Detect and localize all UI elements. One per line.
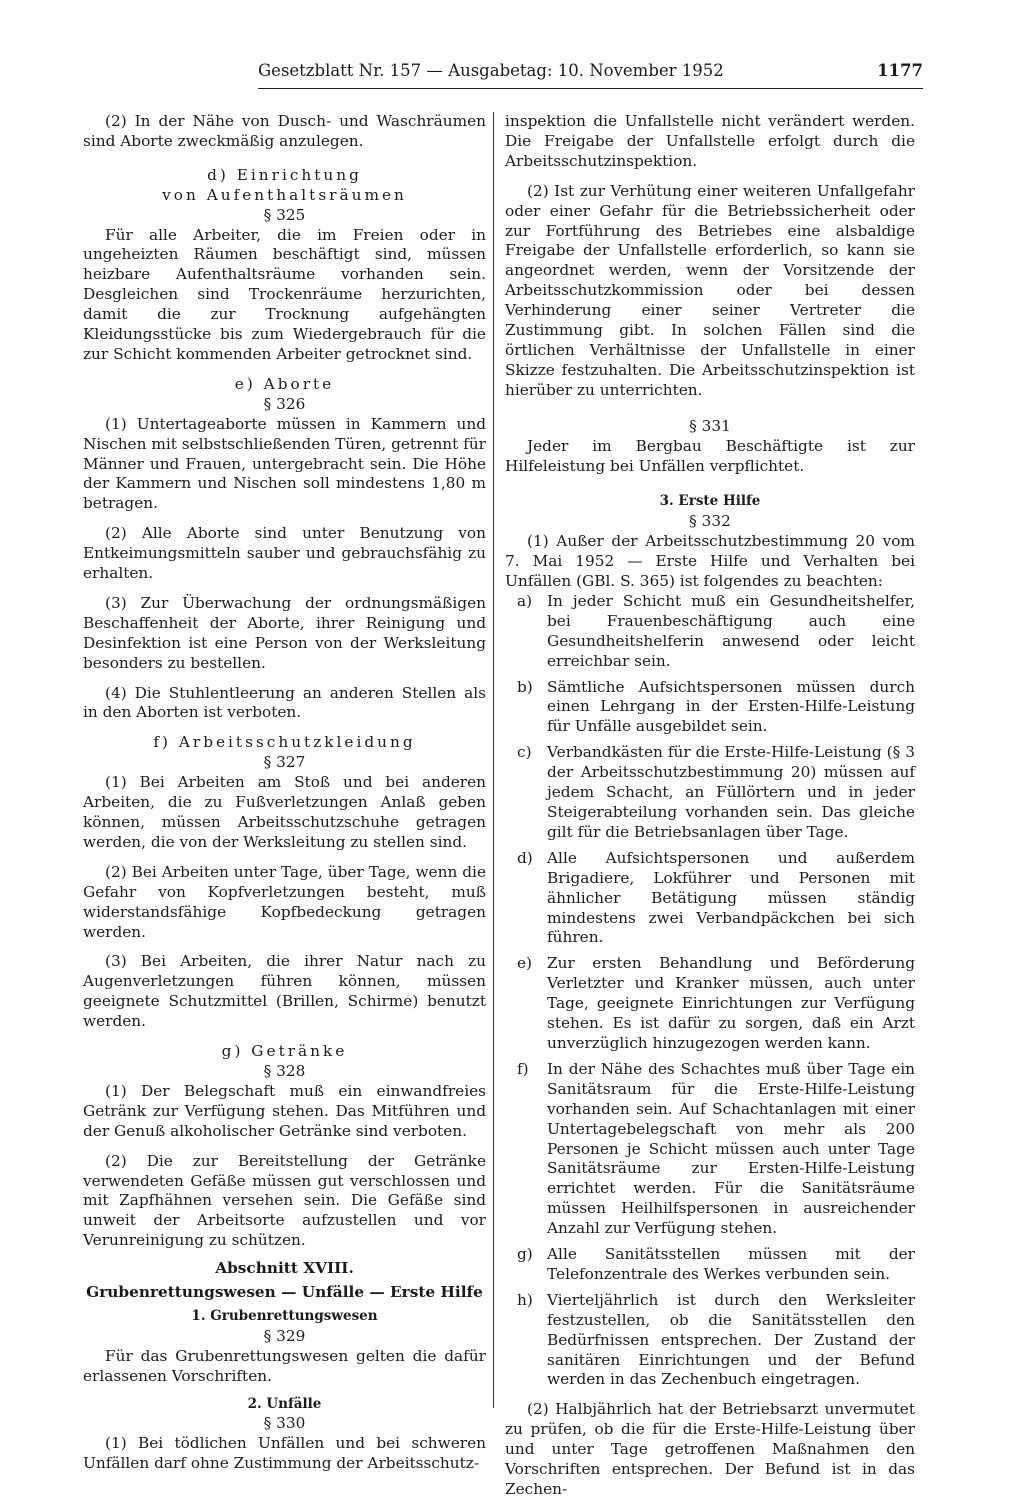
chapter-title: Grubenrettungswesen — Unfälle — Erste Hilfe: [86, 1283, 483, 1302]
subsection-heading: 3. Erste Hilfe: [659, 493, 761, 510]
list-item: [505, 743, 915, 843]
paragraph: Für alle Arbeiter, die im Freien oder in ungeheizten Räumen beschäftigt sind, müssen heizbare Aufenthaltsräume vorhanden sein. Desgleichen sind Trockenräume herzurichten, damit die zur Trocknung aufgehängten Kleidungsstücke bis zum Wiedergebrauch für die zur Schicht kommenden Arbeiter getrocknet sind.: [83, 225, 486, 363]
right-column: [505, 112, 915, 1500]
list-item: [505, 1060, 915, 1239]
paragraph: (1) Untertageaborte müssen in Kammern und Nischen mit selbstschließenden Türen, getrennt für Männer und Frauen, untergebracht sein. Die Höhe der Kammern und Nischen soll mindestens 1,80 m betragen.: [83, 414, 486, 513]
list-label: g): [517, 1245, 533, 1264]
list-label: h): [517, 1290, 533, 1309]
paragraph-number: § 332: [689, 512, 731, 531]
left-column: [83, 112, 486, 1474]
section-heading: g) Getränke: [221, 1042, 348, 1061]
list-text: In jeder Schicht muß ein Gesundheitshelfer, bei Frauenbeschäftigung auch eine Gesundheitshelferin anwesend oder leicht erreichbar sein.: [547, 591, 915, 670]
list-label: e): [517, 954, 533, 973]
paragraph: (3) Zur Überwachung der ordnungsmäßigen Beschaffenheit der Aborte, ihrer Reinigung und Desinfektion ist eine Person von der Werksleitung besonders zu bestellen.: [83, 593, 486, 672]
list-text: Sämtliche Aufsichtspersonen müssen durch einen Lehrgang in der Ersten-Hilfe-Leistung für Unfälle ausgebildet sein.: [547, 677, 915, 736]
paragraph: Jeder im Bergbau Beschäftigte ist zur Hilfeleistung bei Unfällen verpflichtet.: [505, 436, 915, 475]
paragraph: (1) Bei Arbeiten am Stoß und bei anderen Arbeiten, die zu Fußverletzungen Anlaß geben können, müssen Arbeitsschutzschuhe getragen werden, die von der Werksleitung zu stellen sind.: [83, 773, 486, 851]
paragraph-number: § 328: [263, 1061, 306, 1080]
paragraph-number: § 330: [263, 1414, 306, 1433]
list-item: [505, 592, 915, 672]
paragraph-number: § 326: [263, 394, 306, 413]
list-text: Alle Sanitätsstellen müssen mit der Telefonzentrale des Werkes verbunden sein.: [547, 1245, 915, 1283]
paragraph: (2) Alle Aborte sind unter Benutzung von Entkeimungsmitteln sauber und gebrauchsfähig zu erhalten.: [83, 524, 486, 583]
list-text: In der Nähe des Schachtes muß über Tage ein Sanitätsraum für die Erste-Hilfe-Leistung vorhanden sein. Auf Schachtanlagen mit einer Untertagebelegschaft von mehr als 200 Personen je Schicht müssen auch unter Tage Sanitätsräume zur Ersten-Hilfe-Leistung errichtet werden. Für die Sanitätsräume müssen Heilhilfspersonen in ausreichender Anzahl zur Verfügung stehen.: [547, 1059, 915, 1238]
paragraph: Für das Grubenrettungswesen gelten die dafür erlassenen Vorschriften.: [83, 1346, 486, 1385]
paragraph: (1) Außer der Arbeitsschutzbestimmung 20 vom 7. Mai 1952 — Erste Hilfe und Verhalten bei Unfällen (GBl. S. 365) ist folgendes zu beachten:: [505, 532, 915, 591]
column-divider: [493, 112, 494, 1408]
paragraph-number: § 327: [263, 753, 306, 772]
paragraph: (1) Der Belegschaft muß ein einwandfreies Getränk zur Verfügung stehen. Das Mitführen und der Genuß alkoholischer Getränke sind verboten.: [83, 1081, 486, 1140]
paragraph: (4) Die Stuhlentleerung an anderen Stellen als in den Aborten ist verboten.: [83, 683, 486, 722]
paragraph: (2) Halbjährlich hat der Betriebsarzt unvermutet zu prüfen, ob die für die Erste-Hilfe-Leistung über und unter Tage getroffenen Maßnahmen den Vorschriften entsprechen. Der Befund ist in das Zechen-: [505, 1400, 915, 1498]
paragraph: (3) Bei Arbeiten, die ihrer Natur nach zu Augenverletzungen führen können, müssen geeignete Schutzmittel (Brillen, Schirme) benutzt werden.: [83, 952, 486, 1031]
section-heading: f) Arbeitsschutzkleidung: [153, 733, 416, 752]
list-item: [505, 1291, 915, 1391]
paragraph-number: § 329: [263, 1326, 306, 1345]
list-text: Vierteljährlich ist durch den Werksleiter festzustellen, ob die Sanitätsstellen den Bedürfnissen entsprechen. Der Zustand der sanitären Einrichtungen und der Befund werden in das Zechenbuch eingetragen.: [547, 1290, 915, 1389]
paragraph: inspektion die Unfallstelle nicht verändert werden. Die Freigabe der Unfallstelle erfolgt durch die Arbeitsschutzinspektion.: [505, 112, 915, 170]
list-label: d): [517, 848, 533, 867]
subsection-heading: 1. Grubenrettungswesen: [191, 1307, 378, 1324]
paragraph: (2) Die zur Bereitstellung der Getränke verwendeten Gefäße müssen gut verschlossen und mit Zapfhähnen versehen sein. Die Gefäße sind unweit der Arbeitsorte aufzustellen und vor Verunreinigung zu schützen.: [83, 1151, 486, 1250]
list-item: [505, 678, 915, 738]
paragraph-number: § 325: [263, 205, 306, 224]
paragraph: (2) In der Nähe von Dusch- und Waschräumen sind Aborte zweckmäßig anzulegen.: [83, 112, 486, 150]
subsection-heading: 2. Unfälle: [247, 1395, 322, 1412]
paragraph-number: § 331: [689, 416, 731, 435]
list-label: a): [517, 591, 533, 610]
list-label: b): [517, 677, 533, 696]
list-text: Verbandkästen für die Erste-Hilfe-Leistung (§ 3 der Arbeitsschutzbestimmung 20) müssen auf jedem Schacht, an Füllörtern und in jeder Steigerabteilung vorhanden sein. Das gleiche gilt für die Betriebsanlagen über Tage.: [547, 743, 915, 841]
chapter-number: Abschnitt XVIII.: [215, 1259, 354, 1278]
page-header: [258, 58, 923, 89]
section-heading: e) Aborte: [234, 374, 335, 393]
list-item: [505, 954, 915, 1054]
list-text: Alle Aufsichtspersonen und außerdem Brigadiere, Lokführer und Personen mit ähnlicher Betätigung müssen ständig mindestens zwei Verbandpäckchen bei sich führen.: [547, 848, 915, 947]
page-number: 1177: [877, 61, 923, 80]
paragraph: (1) Bei tödlichen Unfällen und bei schweren Unfällen darf ohne Zustimmung der Arbeitsschutz-: [83, 1434, 486, 1473]
list-item: [505, 1245, 915, 1285]
list-item: [505, 849, 915, 949]
list-text: Zur ersten Behandlung und Beförderung Verletzter und Kranker müssen, auch unter Tage, geeignete Einrichtungen zur Verfügung stehen. Es ist dafür zu sorgen, daß ein Arzt unverzüglich hinzugezogen werden kann.: [547, 954, 915, 1052]
paragraph: (2) Bei Arbeiten unter Tage, über Tage, wenn die Gefahr von Kopfverletzungen besteht, muß widerstandsfähige Kopfbedeckung getragen werden.: [83, 862, 486, 941]
gazette-title: Gesetzblatt Nr. 157 — Ausgabetag: 10. November 1952: [258, 61, 724, 80]
list-label: f): [517, 1059, 529, 1078]
section-heading: d) Einrichtung: [207, 165, 362, 184]
section-heading: von Aufenthaltsräumen: [162, 185, 407, 204]
list-label: c): [517, 743, 532, 762]
paragraph: (2) Ist zur Verhütung einer weiteren Unfallgefahr oder einer Gefahr für die Betriebssicherheit oder zur Fortführung des Betriebes eine alsbaldige Freigabe der Unfallstelle erforderlich, so kann sie angeordnet werden, wenn der Vorsitzende der Arbeitsschutzkommission oder bei dessen Verhinderung einer seiner Vertreter die Zustimmung gibt. In solchen Fällen sind die örtlichen Verhältnisse der Unfallstelle in einer Skizze festzuhalten. Die Arbeitsschutzinspektion ist hierüber zu unterrichten.: [505, 181, 915, 399]
